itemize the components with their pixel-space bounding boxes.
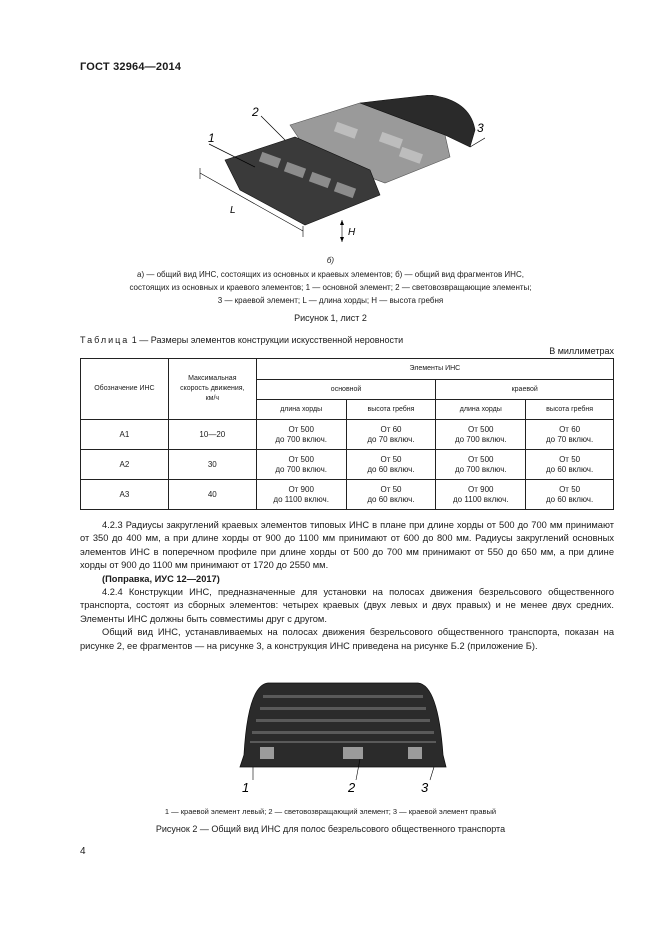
header-main-crest: высота гребня [346, 400, 436, 420]
figure-1-title: Рисунок 1, лист 2 [294, 313, 367, 323]
figure-2-legend: 1 — краевой элемент левый; 2 — световозвращающий элемент; 3 — краевой элемент правый [164, 807, 497, 816]
header-edge-crest: высота гребня [526, 400, 614, 420]
table-title-prefix: Таблица [80, 335, 130, 345]
header-designation: Обозначение ИНС [81, 359, 169, 420]
cell-edge-chord: От 900 до 1100 включ. [436, 480, 526, 510]
cell-edge-chord: От 500 до 700 включ. [436, 450, 526, 480]
cell-main-chord: От 500 до 700 включ. [256, 420, 346, 450]
figure-1-caption-line-3: 3 — краевой элемент; L — длина хорды; H — высота гребня [217, 296, 444, 305]
cell-main-chord: От 900 до 1100 включ. [256, 480, 346, 510]
paragraph-4-2-4: 4.2.4 Конструкции ИНС, предназначенные для установки на полосах движения безрельсового общественного транспорта, состоят из сборных элементов: четырех краевых (двух левых и двух правых) и не менее двух средних. Элементы ИНС должны быть совместимы друг с другом. [80, 587, 614, 624]
header-max-speed: Максимальная скорость движения, км/ч [168, 359, 256, 420]
header-main-chord: длина хорды [256, 400, 346, 420]
cell-name: А3 [81, 480, 169, 510]
table-row [81, 450, 614, 480]
table-units: В миллиметрах [549, 346, 614, 356]
table-row [81, 480, 614, 510]
fig1-callout-3: 3 [477, 121, 484, 135]
fig2-callout-2: 2 [348, 780, 356, 795]
dimensions-table [80, 358, 614, 510]
figure-1-illustration [185, 95, 485, 260]
cell-name: А2 [81, 450, 169, 480]
cell-speed: 30 [168, 450, 256, 480]
cell-main-crest: От 60 до 70 включ. [346, 420, 436, 450]
cell-name: А1 [81, 420, 169, 450]
header-edge: краевой [436, 380, 614, 400]
fig1-callout-2: 2 [252, 105, 259, 119]
figure-1-caption-line-1: а) — общий вид ИНС, состоящих из основных и краевых элементов; б) — общий вид фрагментов ИНС, [137, 270, 524, 279]
correction-note: (Поправка, ИУС 12—2017) [102, 573, 220, 584]
header-elements: Элементы ИНС [256, 359, 613, 380]
figure-2-illustration [238, 675, 448, 795]
paragraph-4-2-3: 4.2.3 Радиусы закруглений краевых элементов типовых ИНС в плане при длине хорды от 500 до 700 мм принимают от 350 до 400 мм, а при длине хорды от 900 до 1100 мм принимают от 600 до 800 мм. Радиусы закруглений основных элементов ИНС в поперечном профиле при длине хорды от 500 до 700 мм принимают от 550 до 650 мм, а при длине хорды от 900 до 1100 мм принимают от 1720 до 2550 мм. [80, 520, 614, 571]
fig2-callout-3: 3 [421, 780, 429, 795]
header-edge-chord: длина хорды [436, 400, 526, 420]
figure-2-title: Рисунок 2 — Общий вид ИНС для полос безрельсового общественного транспорта [155, 824, 506, 834]
cell-speed: 40 [168, 480, 256, 510]
table-row [81, 420, 614, 450]
fig2-callout-1: 1 [242, 780, 250, 795]
fig1-dim-H: H [348, 227, 356, 238]
cell-edge-crest: От 50 до 60 включ. [526, 480, 614, 510]
fig1-dim-L: L [230, 205, 236, 216]
cell-edge-crest: От 60 до 70 включ. [526, 420, 614, 450]
cell-main-chord: От 500 до 700 включ. [256, 450, 346, 480]
table-title-text: 1 — Размеры элементов конструкции искусственной неровности [129, 335, 404, 345]
figure-1-sublabel: б) [326, 256, 335, 265]
paragraph-general-view: Общий вид ИНС, устанавливаемых на полосах движения безрельсового общественного транспорта, показан на рисунке 2, ее фрагментов — на рисунке 3, а конструкция ИНС приведена на рисунке Б.2 (приложение Б). [80, 627, 614, 651]
figure-1-caption-line-2: состоящих из основных и краевого элементов; 1 — основной элемент; 2 — световозвращающие элементы; [129, 283, 532, 292]
body-text [80, 519, 614, 653]
page-number: 4 [80, 846, 86, 857]
cell-edge-crest: От 50 до 60 включ. [526, 450, 614, 480]
cell-main-crest: От 50 до 60 включ. [346, 480, 436, 510]
header-main: основной [256, 380, 436, 400]
table-title [80, 335, 403, 345]
cell-main-crest: От 50 до 60 включ. [346, 450, 436, 480]
fig1-callout-1: 1 [208, 131, 215, 145]
cell-edge-chord: От 500 до 700 включ. [436, 420, 526, 450]
document-header: ГОСТ 32964—2014 [80, 61, 182, 73]
cell-speed: 10—20 [168, 420, 256, 450]
